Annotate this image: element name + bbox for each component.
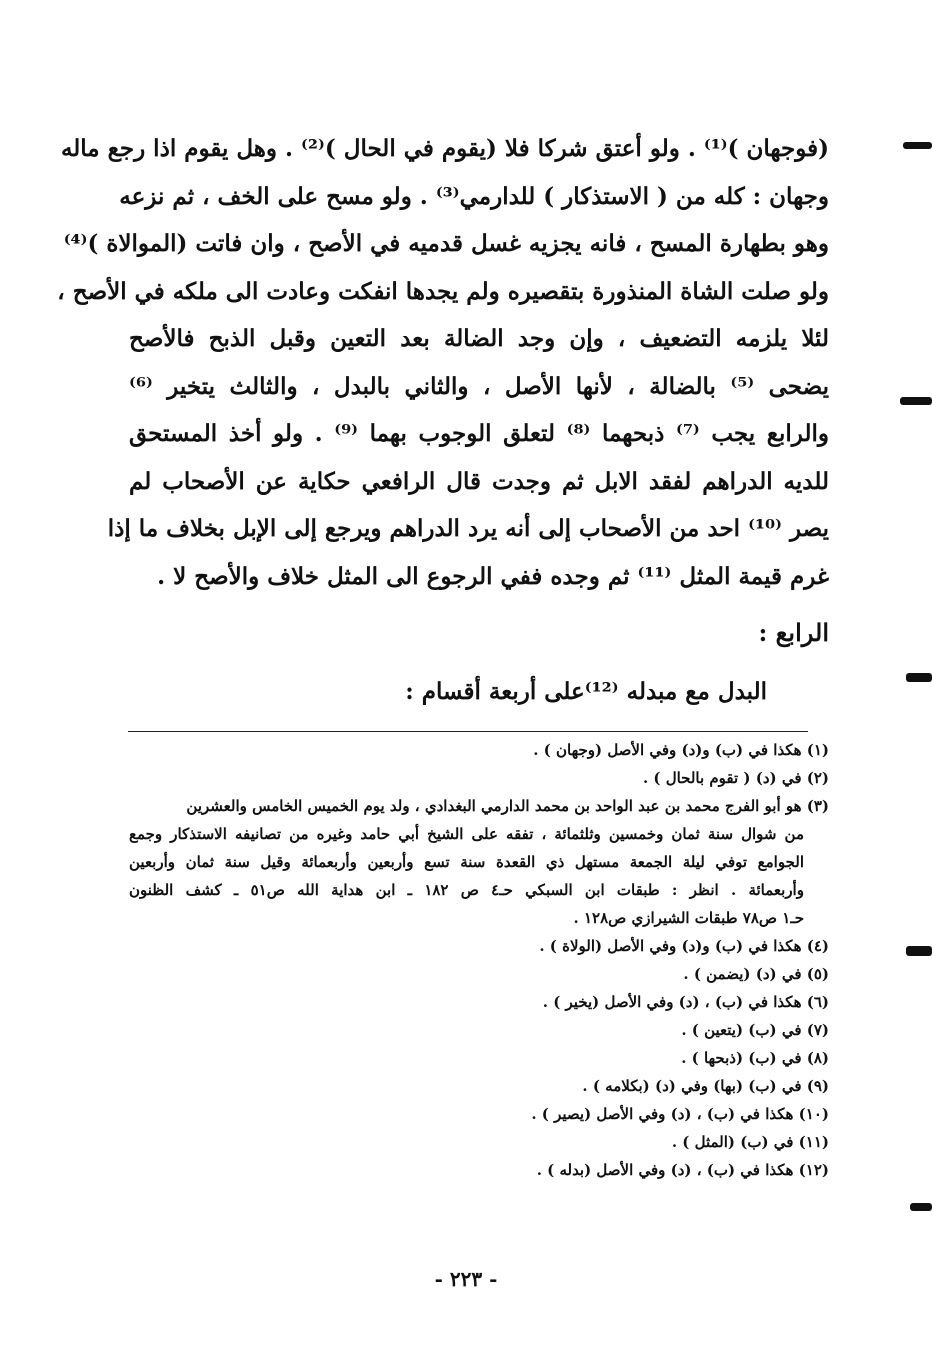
footnote: (٦) هكذا في (ب) ، (د) وفي الأصل (يخير ) . — [542, 993, 829, 1011]
footnote-divider — [128, 731, 808, 732]
main-text-block — [57, 125, 829, 600]
main-text-line: للديه الدراهم لفقد الابل ثم وجدت قال الرافعي حكاية عن الأصحاب لم — [129, 467, 829, 495]
footnote: (٤) هكذا في (ب) و(د) وفي الأصل (الولاة ) . — [539, 937, 829, 955]
footnote-continuation: الجوامع توفي ليلة الجمعة مستهل ذي القعدة سنة تسع وأربعين وأربعمائة وقيل سنة ثمان وأربعين — [129, 853, 804, 871]
main-text-line: لئلا يلزمه التضعيف ، وإن وجد الضالة بعد التعين وقبل الذبح فالأصح — [129, 325, 829, 352]
scan-mark — [910, 1203, 932, 1211]
scan-mark — [903, 142, 932, 149]
footnote: (١٠) هكذا في (ب) ، (د) وفي الأصل (يصير ) . — [531, 1105, 829, 1123]
main-text-line: وهو بطهارة المسح ، فانه يجزيه غسل قدميه في الأصح ، وان فاتت (الموالاة )⁽⁴⁾ — [63, 230, 829, 257]
main-text-line: ولو صلت الشاة المنذورة بتقصيره ولم يجدها انفكت وعادت الى ملكه في الأصح ، — [57, 277, 829, 305]
scan-mark — [906, 946, 932, 956]
footnote: (٢) في (د) ( تقوم بالحال ) . — [642, 769, 829, 787]
scan-mark — [906, 673, 932, 682]
section-heading: الرابع : — [758, 618, 829, 647]
section-subheading: البدل مع مبدله ⁽¹²⁾على أربعة أقسام : — [405, 678, 767, 705]
main-text-line: يصر ⁽¹⁰⁾ احد من الأصحاب إلى أنه يرد الدراهم ويرجع إلى الإبل بخلاف ما إذا — [107, 515, 829, 542]
page-number: - ٢٢٣ - — [434, 1267, 498, 1291]
footnotes-block — [129, 736, 829, 1184]
main-text-line: والرابع يجب ⁽⁷⁾ ذبحهما ⁽⁸⁾ لتعلق الوجوب بهما ⁽⁹⁾ . ولو أخذ المستحق — [129, 420, 829, 447]
footnote: (١) هكذا في (ب) و(د) وفي الأصل (وجهان ) . — [533, 741, 829, 759]
main-text-line: وجهان : كله من ( الاستذكار ) للدارمي⁽³⁾ . ولو مسح على الخف ، ثم نزعه — [119, 182, 829, 210]
main-text-line: يضحى ⁽⁵⁾ بالضالة ، لأنها الأصل ، والثاني بالبدل ، والثالث يتخير ⁽⁶⁾ — [129, 372, 829, 400]
footnote: (٣) هو أبو الفرج محمد بن عبد الواحد بن محمد الدارمي البغدادي ، ولد يوم الخميس الخامس والعشرين — [186, 797, 829, 815]
footnote: (٧) في (ب) (يتعين ) . — [681, 1021, 829, 1039]
scan-mark — [900, 397, 932, 405]
footnote: (١٢) هكذا في (ب) ، (د) وفي الأصل (بدله ) . — [536, 1161, 829, 1179]
footnote: (٩) في (ب) (بها) وفي (د) (بكلامه ) . — [582, 1077, 829, 1095]
main-text-line: غرم قيمة المثل ⁽¹¹⁾ ثم وجده ففي الرجوع الى المثل خلاف والأصح لا . — [157, 562, 829, 590]
footnote-continuation: من شوال سنة ثمان وخمسين وثلثمائة ، تفقه على الشيخ أبي حامد وغيره من تصانيفه الاستذكار وجمع — [129, 825, 804, 843]
footnote: (١١) في (ب) (المثل ) . — [671, 1133, 829, 1151]
footnote: (٨) في (ب) (ذبحها ) . — [681, 1049, 829, 1067]
footnote-continuation: وأربعمائة . انظر : طبقات ابن السبكي حـ٤ ص ١٨٢ ـ ابن هداية الله ص٥١ ـ كشف الظنون — [129, 881, 804, 899]
footnote-continuation: حـ١ ص٧٨ طبقات الشيرازي ص١٢٨ . — [573, 909, 804, 927]
main-text-line: (فوجهان )⁽¹⁾ . ولو أعتق شركا فلا (يقوم في الحال )⁽²⁾ . وهل يقوم اذا رجع ماله — [60, 135, 829, 162]
footnote: (٥) في (د) (يضمن ) . — [683, 965, 829, 983]
